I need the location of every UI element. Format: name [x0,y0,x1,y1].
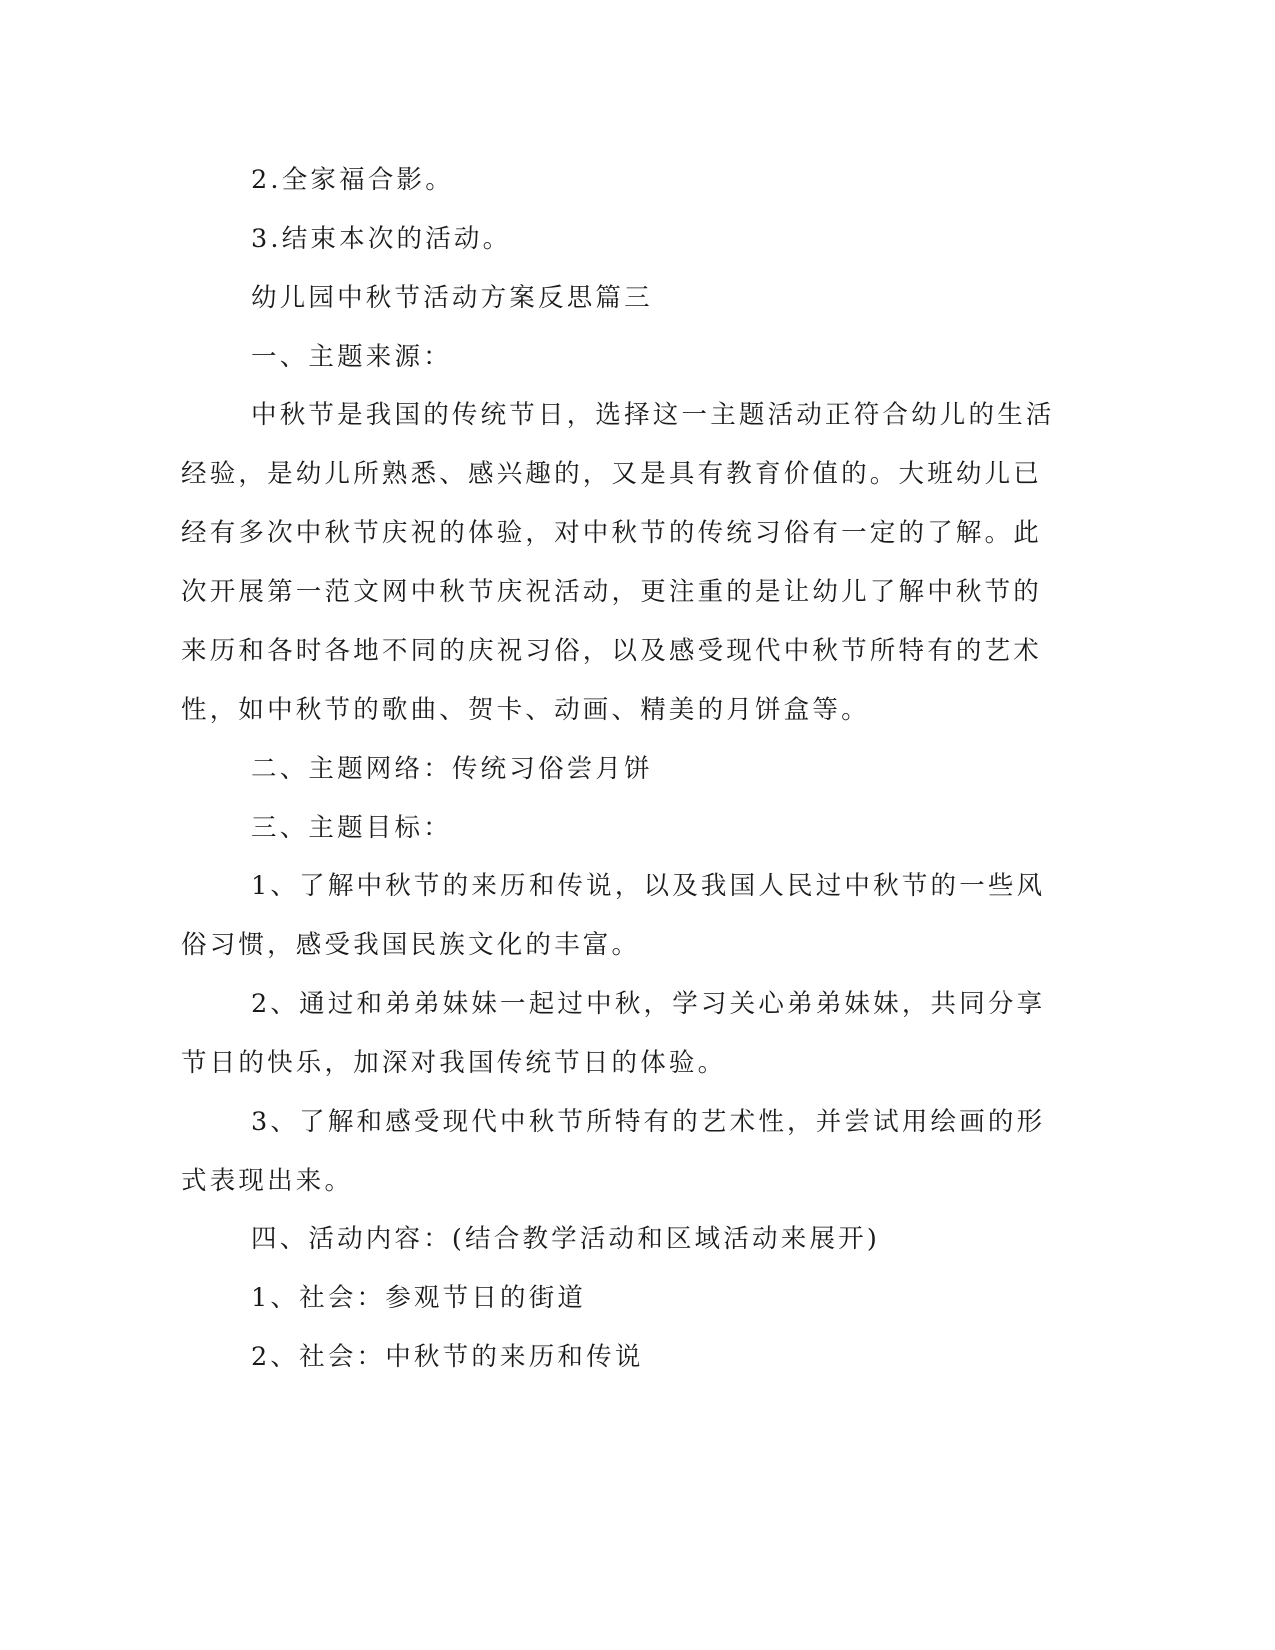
list-item: 2、社会：中秋节的来历和传说 [251,1342,644,1372]
paragraph-line: 经验，是幼儿所熟悉、感兴趣的，又是具有教育价值的。大班幼儿已 [181,459,1043,489]
subheading: 一、主题来源： [251,342,452,372]
paragraph-line: 中秋节是我国的传统节日，选择这一主题活动正符合幼儿的生活 [251,400,1055,430]
paragraph-line: 来历和各时各地不同的庆祝习俗，以及感受现代中秋节所特有的艺术 [181,636,1043,666]
paragraph-line: 节日的快乐，加深对我国传统节日的体验。 [181,1048,727,1078]
paragraph-line: 2、通过和弟弟妹妹一起过中秋，学习关心弟弟妹妹，共同分享 [251,989,1046,1019]
paragraph-line: 经有多次中秋节庆祝的体验，对中秋节的传统习俗有一定的了解。此 [181,518,1043,548]
paragraph-line: 1、了解中秋节的来历和传说，以及我国人民过中秋节的一些风 [251,871,1046,901]
subheading: 四、活动内容：(结合教学活动和区域活动来展开) [251,1224,880,1254]
paragraph-line: 次开展第一范文网中秋节庆祝活动，更注重的是让幼儿了解中秋节的 [181,577,1043,607]
section-heading: 幼儿园中秋节活动方案反思篇三 [251,283,653,313]
subheading: 三、主题目标： [251,813,452,843]
subheading: 二、主题网络：传统习俗尝月饼 [251,754,653,784]
paragraph-line: 式表现出来。 [181,1166,354,1196]
list-item: 1、社会：参观节日的街道 [251,1283,587,1313]
paragraph-line: 性，如中秋节的歌曲、贺卡、动画、精美的月饼盒等。 [181,695,870,725]
list-item: 2.全家福合影。 [251,165,454,195]
paragraph-line: 俗习惯，感受我国民族文化的丰富。 [181,930,641,960]
list-item: 3.结束本次的活动。 [251,224,512,254]
paragraph-line: 3、了解和感受现代中秋节所特有的艺术性，并尝试用绘画的形 [251,1107,1046,1137]
